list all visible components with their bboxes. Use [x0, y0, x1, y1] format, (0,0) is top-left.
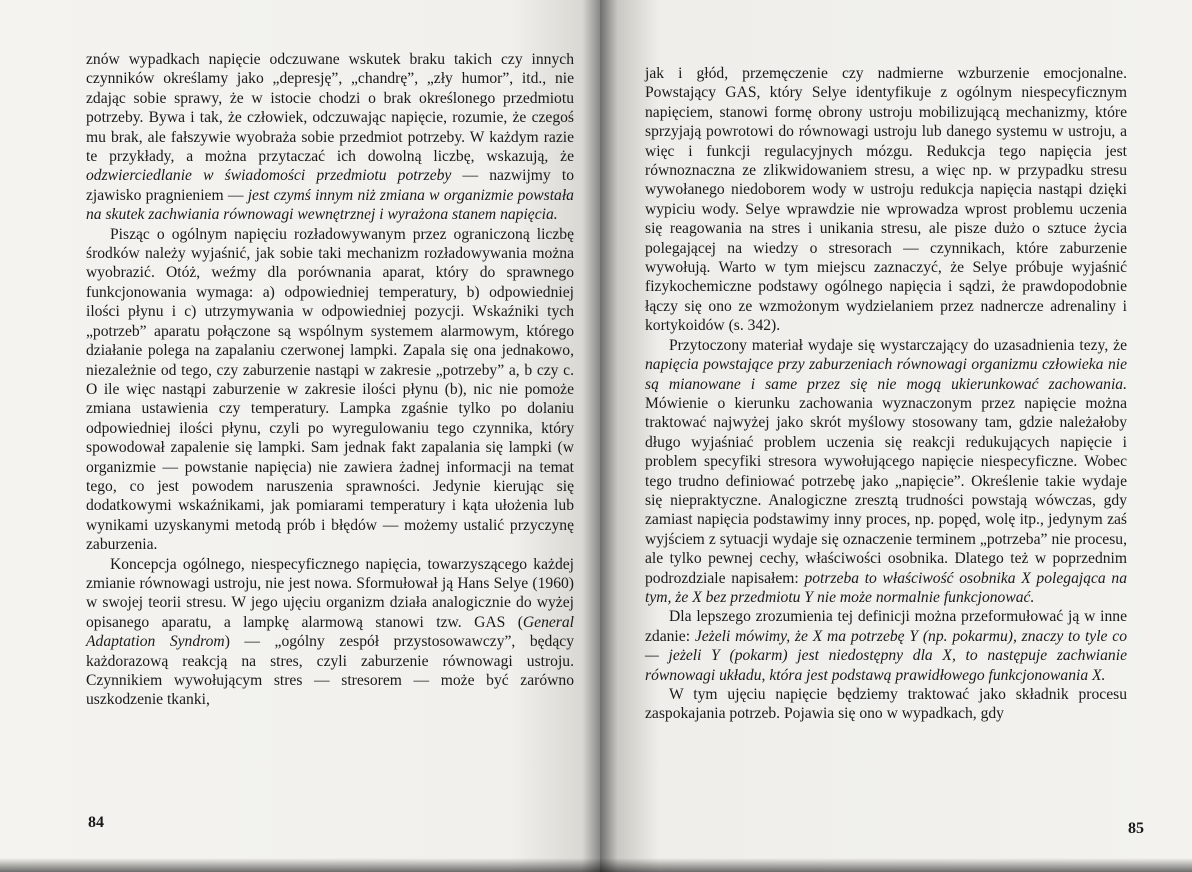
italic-text-run: napięcia powstające przy zaburzeniach równowagi organizmu człowieka nie są mianowane i same przez się nie mogą ukierunkować zachowania. — [645, 356, 1127, 393]
paragraph — [645, 64, 1127, 336]
italic-text-run: General Adaptation Syndrom — [86, 613, 574, 651]
text-run: Koncepcja ogólnego, niespecyficznego napięcia, towarzyszącego każdej zmianie równowagi ustroju, nie jest nowa. Sformułował ją Hans Selye (1960) w swojej teorii stresu. W jego ujęciu organizm działa analogicznie do wyżej opisanego aparatu, a lampkę alarmową stanowi tzw. GAS ( — [86, 555, 574, 631]
paragraph — [645, 685, 1127, 724]
text-run: — nazwijmy to zjawisko pragnieniem — — [86, 167, 574, 204]
paragraph — [86, 225, 574, 555]
text-run: W tym ujęciu napięcie będziemy traktować jako składnik procesu zaspokajania potrzeb. Pojawia się ono w wypadkach, gdy — [645, 686, 1127, 723]
italic-text-run: potrzeba to właściwość osobnika X polegająca na tym, że X bez przedmiotu Y nie może normalnie funkcjonować. — [645, 569, 1127, 606]
right-page-number: 85 — [1128, 820, 1144, 837]
paragraph — [86, 50, 574, 225]
paragraph — [86, 555, 574, 710]
paragraph — [645, 607, 1127, 685]
italic-text-run: Jeżeli mówimy, że X ma potrzebę Y (np. pokarmu), znaczy to tyle co — jeżeli Y (pokarm) jest niedostępny dla X, to następuje zachwianie równowagi układu, która jest podstawą prawidłowego funkcjonowania X. — [645, 627, 1127, 684]
right-page — [600, 0, 1192, 872]
paragraph — [645, 336, 1127, 608]
text-run: Mówienie o kierunku zachowania wyznaczonym przez napięcie można traktować najwyżej jako skrót myślowy stosowany tam, gdzie należałoby długo wyjaśniać problem uczenia się reakcji redukujących napięcie i problem specyfiki stresora wywołującego napięcie niespecyficzne. Wobec tego trudno definiować potrzebę jako „napięcie”. Określenie takie wydaje się niepraktyczne. Analogiczne zresztą trudności powstają wówczas, gdy zamiast napięcia podstawimy inny proces, np. popęd, wolę itp., jedynym zaś wyjściem z sytuacji wydaje się oznaczenie terminem „potrzeba” nie procesu, ale tylko pewnej cechy, właściwości osobnika. Dlatego też w poprzednim podrozdziale napisałem: — [645, 394, 1127, 587]
text-run: Pisząc o ogólnym napięciu rozładowywanym przez ograniczoną liczbę środków należy wyjaśnić, jak sobie taki mechanizm rozładowywania można wyobrazić. Otóż, weźmy dla porównania aparat, który do sprawnego funkcjonowania wymaga: a) odpowiedniej temperatury, b) odpowiedniej ilości płynu i c) utrzymywania w odpowiedniej pozycji. Wskaźniki tych „potrzeb” aparatu połączone są wspólnym systemem alarmowym, którego działanie polega na zapalaniu czerwonej lampki. Zapala się ona jednakowo, niezależnie od tego, czy zaburzenie nastąpi w zakresie „potrzeby” a, b czy c. O ile więc nastąpi zaburzenie w zakresie ilości płynu (b), nic nie pomoże zmiana ustawienia czy temperatury. Lampka zgaśnie tylko po dolaniu odpowiedniej ilości płynu, czyli po wyregulowaniu tego czynnika, który spowodował zapalenie się lampki. Sam jednak fakt zapalania się lampki (w organizmie — powstanie napięcia) nie zawiera żadnej informacji na temat tego, co jest powodem naruszenia sprawności. Jedynie kierując się dodatkowymi wskaźnikami, jak pomiarami temperatury i kąta ułożenia lub wynikami uzyskanymi metodą prób i błędów — możemy ustalić przyczynę zaburzenia. — [86, 225, 574, 554]
bottom-edge-shadow — [600, 858, 1192, 872]
left-page-number: 84 — [88, 814, 104, 831]
bottom-edge-shadow — [0, 858, 600, 872]
italic-text-run: odzwierciedlanie w świadomości przedmiotu potrzeby — [86, 167, 452, 185]
italic-text-run: jest czymś innym niż zmiana w organizmie powstała na skutek zachwiania równowagi wewnętrznej i wyrażona stanem napięcia. — [86, 186, 574, 224]
text-run: Przytoczony materiał wydaje się wystarczający do uzasadnienia tezy, że — [669, 336, 1127, 354]
text-run: Dla lepszego zrozumienia tej definicji można przeformułować ją w inne zdanie: — [645, 608, 1127, 645]
left-page-text — [86, 50, 574, 710]
text-run: jak i głód, przemęczenie czy nadmierne wzburzenie emocjonalne. Powstający GAS, który Selye identyfikuje z ogólnym niespecyficznym napięciem, stanowi formę obrony ustroju mobilizującą mechanizmy, które sprzyjają powrotowi do równowagi ustroju lub danego systemu w ustroju, a więc i funkcji regulacyjnych mózgu. Redukcja tego napięcia jest równoznaczna ze zlikwidowaniem stresu, a więc np. w przypadku stresu wywołanego niedoborem wody w ustroju redukcja napięcia nastąpi dzięki wypiciu wody. Selye wprawdzie nie wprowadza wprost problemu uczenia się reagowania na stres i unikania stresu, ale pisze dużo o sztuce życia polegającej na wiedzy o stresorach — czynnikach, które zaburzenie wywołują. Warto w tym miejscu zaznaczyć, że Selye próbuje wyjaśnić fizykochemiczne podstawy ogólnego napięcia i sądzi, że prawdopodobnie łączy się ono ze wzmożonym wydzielaniem przez nadnercze adrenaliny i kortykoidów (s. 342). — [645, 65, 1127, 335]
text-run: ) — „ogólny zespół przystosowawczy”, będący każdorazową reakcją na stres, czyli zaburzenie równowagi ustroju. Czynnikiem wywołującym stres — stresorem — może być zarówno uszkodzenie tkanki, — [86, 633, 574, 709]
right-page-text — [645, 64, 1127, 724]
text-run: znów wypadkach napięcie odczuwane wskutek braku takich czy innych czynników określamy jako „depresję”, „chandrę”, „zły humor”, itd., nie zdając sobie sprawy, że w istocie chodzi o brak określonego przedmiotu potrzeby. Bywa i tak, że człowiek, odczuwając napięcie, rozumie, że czegoś mu brak, ale fałszywie wyobraża sobie przedmiot potrzeby. W każdym razie te przykłady, a można przytaczać ich dowolną liczbę, wskazują, że — [86, 51, 574, 166]
